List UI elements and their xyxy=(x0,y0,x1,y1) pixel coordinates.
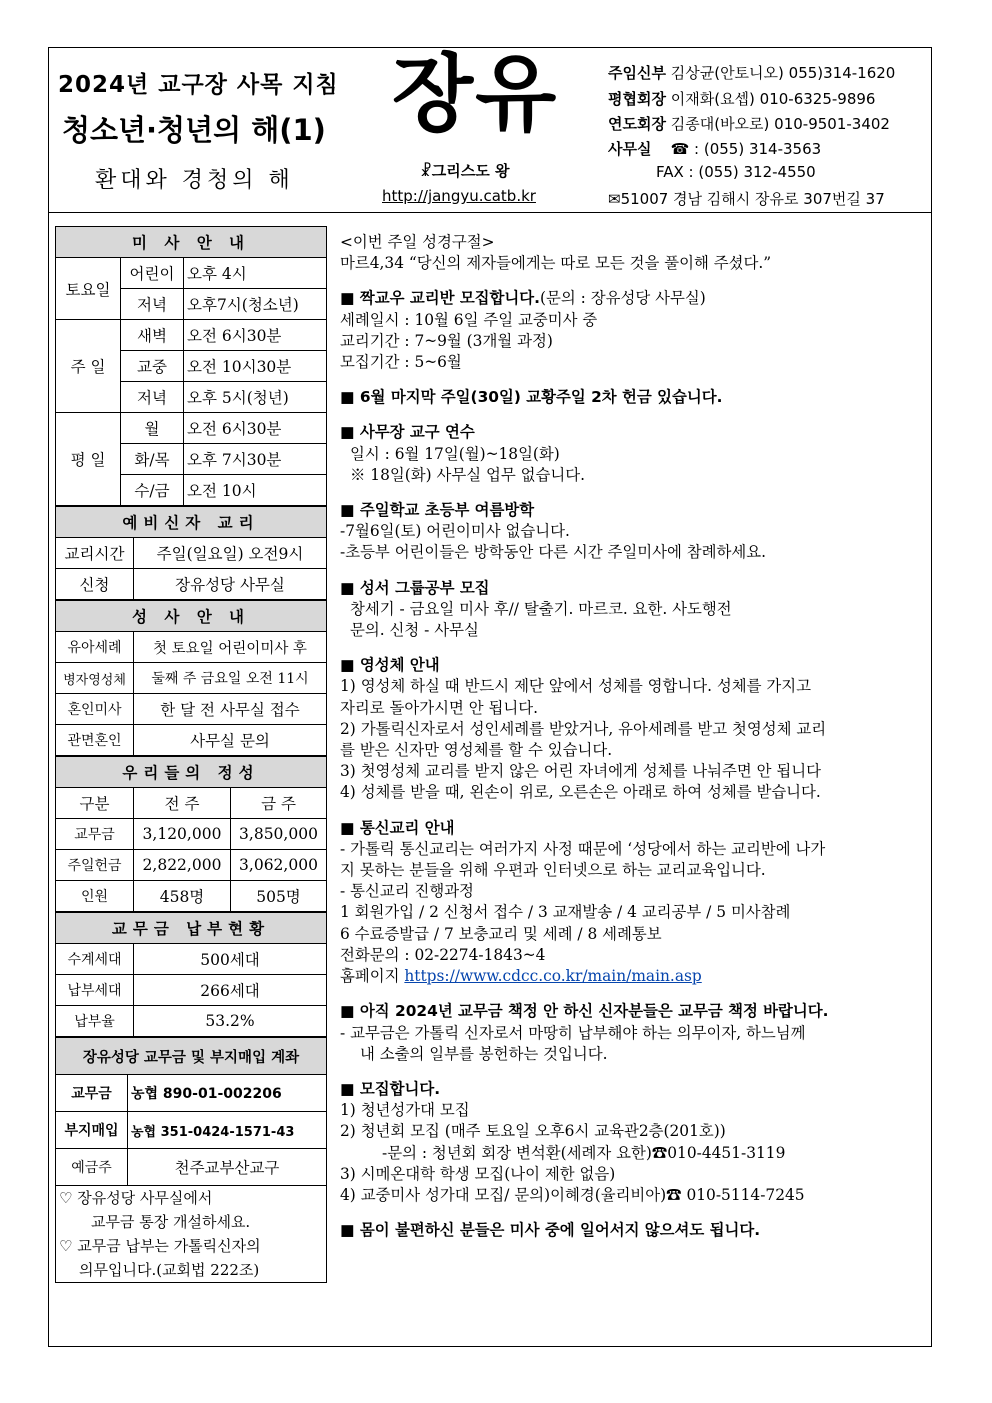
parish-website-link[interactable]: http://jangyu.catb.kr xyxy=(382,187,536,205)
contact-funeral: 연도회장 김종대(바오로) 010-9501-3402 xyxy=(608,115,890,133)
sacrament-heading: 성 사 안 내 xyxy=(56,601,327,632)
notice-heading: ■ 성서 그룹공부 모집 xyxy=(340,578,490,597)
cdcc-homepage-link[interactable]: https://www.cdcc.co.kr/main/main.asp xyxy=(404,967,702,986)
account-heading: 장유성당 교무금 및 부지매입 계좌 xyxy=(56,1038,327,1075)
header-divider xyxy=(48,212,932,213)
notices: <이번 주일 성경구절> 마르4,34 “당신의 제자들에게는 따로 모든 것을 풀이해 주셨다.” ■ 짝교우 교리반 모집합니다.(문의 : 장유성당 사무실) 세례일시 : 10월 6일 주일 교중미사 중 교리기간 : 7~9월 (3개월 과정) 모집기간 : 5~6월 ■ 6월 마지막 주일(30일) 교황주일 2차 헌금 있습니다. ■ 사무장 교구 연수 일시 : 6월 17일(월)~18일(화) ※ 18일(화) 사무실 업무 없습니다. ■ 주일학교 초등부 여름방학 -7월6일(토) 어린이미사 없습니다. -초등부 어린이들은 방학동안 다른 시간 주일미사에 참례하세요. ■ 성서 그룹공부 모집 창세기 - 금요일 미사 후// 탈출기. 마르코. 요한. 사도행전 문의. 신청 - 사무실 ■ 영성체 안내 1) 영성체 하실 때 반드시 제단 앞에서 성체를 영합니다. 성체를 가지고 자리로 돌아가시면 안 됩니다. 2) 가톨릭신자로서 성인세례를 받았거나, 유아세례를 받고 첫영성체 교리 를 받은 신자만 영성체를 할 수 있습니다. 3) 첫영성체 교리를 받지 않은 어린 자녀에게 성체를 나눠주면 안 됩니다 4) 성체를 받을 때, 왼손이 위로, 오른손은 아래로 하여 성체를 받습니다. ■ 통신교리 안내 - 가톨릭 통신교리는 여러가지 사정 때문에 ‘성당에서 하는 교리반에 나가 지 못하는 분들을 위해 우편과 인터넷으로 하는 교리교육입니다. - 통신교리 진행과정 1 회원가입 / 2 신청서 접수 / 3 교재발송 / 4 교리공부 / 5 미사참례 6 수료증발급 / 7 보충교리 및 세례 / 8 세례통보 전화문의 : 02-2274-1843~4 홈페이지 https://www.cdcc.co.kr/main/main.asp ■ 아직 2024년 교무금 책정 안 하신 신자분들은 교무금 책정 바랍니다. - 교무금은 가톨릭 신자로서 마땅히 납부해야 하는 의무이자, 하느님께 내 소출의 일부를 봉헌하는 것입니다. ■ 모집합니다. 1) 청년성가대 모집 2) 청년회 모집 (매주 토요일 오후6시 교육관2층(201호)) -문의 : 청년회 회장 변석환(세례자 요한)☎010-4451-3119 3) 시메온대학 학생 모집(나이 제한 없음) 4) 교중미사 성가대 모집/ 문의)이혜경(율리비아)☎ 010-5114-7245 ■ 몸이 불편하신 분들은 미사 중에 일어서지 않으셔도 됩니다. xyxy=(340,232,928,1241)
gospel-verse: 마르4,34 “당신의 제자들에게는 따로 모든 것을 풀이해 주셨다.” xyxy=(340,254,772,273)
notice-heading: ■ 6월 마지막 주일(30일) 교황주일 2차 헌금 있습니다. xyxy=(340,388,723,407)
year-theme: 청소년·청년의 해(1) xyxy=(62,113,326,147)
notice-heading: ■ 주일학교 초등부 여름방학 xyxy=(340,501,535,520)
dues-table: 교무금 납부현황 수계세대 500세대 납부세대 266세대 납부율 53.2% xyxy=(55,912,327,1037)
pastoral-guideline-title: 2024년 교구장 사목 지침 xyxy=(58,72,339,98)
contact-pastor: 주임신부 김상균(안토니오) 055)314-1620 xyxy=(608,64,896,82)
contact-council: 평협회장 이재화(요셉) 010-6325-9896 xyxy=(608,90,876,108)
parish-patron: ☧그리스도 왕 xyxy=(420,162,510,180)
notice-heading: ■ 아직 2024년 교무금 책정 안 하신 신자분들은 교무금 책정 바랍니다. xyxy=(340,1002,829,1021)
catechumen-table: 예비신자 교리 교리시간 주일(일요일) 오전9시 신청 장유성당 사무실 xyxy=(55,506,327,600)
contact-office: 사무실 ☎ : (055) 314-3563 xyxy=(608,140,822,158)
notice-heading: ■ 몸이 불편하신 분들은 미사 중에 일어서지 않으셔도 됩니다. xyxy=(340,1221,761,1240)
mass-schedule-table: 미 사 안 내 토요일 어린이 오후 4시 저녁 오후7시(청소년) 주 일 새벽 오전 6시30분 교중 오전 10시30분 저녁 오후 5시(청년) 평 일 월 오전 6시30분 화/목 오후 7시30분 수/금 오전 10시 xyxy=(55,226,327,506)
contact-fax: FAX : (055) 312-4550 xyxy=(656,163,816,181)
notice-heading: ■ 짝교우 교리반 모집합니다.(문의 : 장유성당 사무실) xyxy=(340,289,706,308)
notice-heading: ■ 사무장 교구 연수 xyxy=(340,423,475,442)
notice-heading: ■ 영성체 안내 xyxy=(340,656,440,675)
catechumen-heading: 예비신자 교리 xyxy=(56,507,327,538)
mass-schedule-heading: 미 사 안 내 xyxy=(56,227,327,258)
sacrament-table: 성 사 안 내 유아세례 첫 토요일 어린이미사 후 병자영성체 둘째 주 금요일 오전 11시 혼인미사 한 달 전 사무실 접수 관면혼인 사무실 문의 xyxy=(55,600,327,756)
contact-address: ✉51007 경남 김해시 장유로 307번길 37 xyxy=(608,190,885,208)
account-notes: ♡ 장유성당 사무실에서 교무금 통장 개설하세요. ♡ 교무금 납부는 가톨릭신자의 의무입니다.(교회법 222조) xyxy=(56,1186,327,1283)
offering-heading: 우리들의 정성 xyxy=(56,757,327,788)
notice-heading: ■ 모집합니다. xyxy=(340,1079,441,1098)
year-subtheme: 환대와 경청의 해 xyxy=(95,168,294,193)
notice-heading: ■ 통신교리 안내 xyxy=(340,818,455,837)
account-table: 장유성당 교무금 및 부지매입 계좌 교무금 농협 890-01-002206 부지매입 농협 351-0424-1571-43 예금주 천주교부산교구 ♡ 장유성당 사무실에서 교무금 통장 개설하세요. ♡ 교무금 납부는 가톨릭신자의 의무입니다.(교회법 222조) xyxy=(55,1037,327,1283)
offering-table: 우리들의 정성 구분 전 주 금 주 교무금 3,120,000 3,850,000 주일헌금 2,822,000 3,062,000 인원 458명 505명 xyxy=(55,756,327,912)
gospel-heading: <이번 주일 성경구절> xyxy=(340,233,495,251)
sidebar xyxy=(55,226,327,1283)
masthead-title: 장유 xyxy=(392,45,559,143)
dues-heading: 교무금 납부현황 xyxy=(56,913,327,944)
